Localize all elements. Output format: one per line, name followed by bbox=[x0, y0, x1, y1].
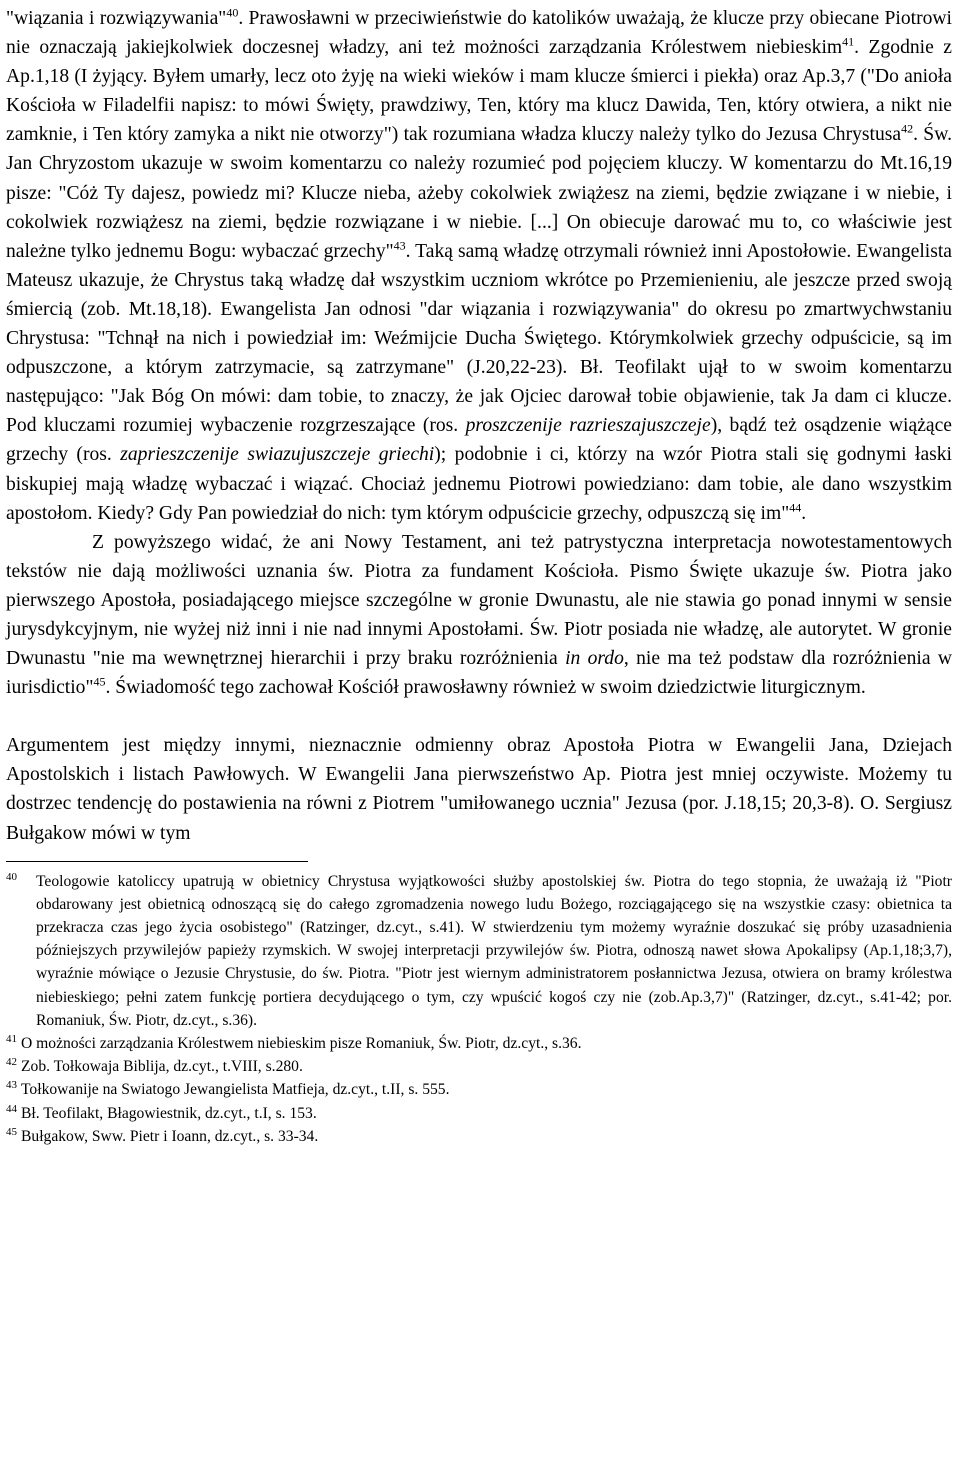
paragraph-continuation bbox=[6, 4, 952, 528]
footnote-reference: 41 bbox=[842, 34, 855, 49]
footnote-43 bbox=[6, 1078, 952, 1101]
footnote-41 bbox=[6, 1032, 952, 1055]
text-run: . Zgodnie z Ap.1,18 (I żyjący. Byłem umarły, lecz oto żyję na wieki wieków i mam klucze śmierci i piekła) oraz Ap.3,7 ("Do anioła Kościoła w Filadelfii napisz: to mówi Święty, prawdziwy, Ten, który ma klucz Dawida, Ten, który otwiera, a nikt nie zamknie, i Ten który zamyka a nikt nie otworzy") tak rozumiana władza kluczy należy tylko do Jezusa Chrystusa bbox=[6, 37, 952, 146]
paragraph-argument bbox=[6, 731, 952, 847]
text-run: , nie ma też podstaw dla rozróżnienia w iurisdictio" bbox=[6, 648, 952, 699]
text-run: Argumentem jest między innymi, nieznacznie odmienny obraz Apostoła Piotra w Ewangelii Jana, Dziejach Apostolskich i listach Pawłowych. W Ewangelii Jana pierwszeństwo Ap. Piotra jest mniej oczywiste. Możemy tu dostrzec tendencję do postawienia na równi z Piotrem "umiłowanego ucznia" Jezusa (por. J.18,15; 20,3-8). O. Sergiusz Bułgakow mówi w tym bbox=[6, 735, 952, 844]
footnote-number: 41 bbox=[6, 1032, 17, 1045]
footnote-reference: 42 bbox=[901, 121, 914, 136]
footnote-number: 44 bbox=[6, 1102, 17, 1115]
text-run: . Prawosławni w przeciwieństwie do katolików uważają, że klucze przy obiecane Piotrowi nie oznaczają jakiejkolwiek doczesnej władzy, ani też możności zarządzania Królestwem niebieskim bbox=[6, 8, 952, 59]
footnote-number: 45 bbox=[6, 1125, 17, 1138]
footnote-40 bbox=[6, 870, 952, 1032]
footnote-text: Tołkowanije na Swiatogo Jewangielista Matfieja, dz.cyt., t.II, s. 555. bbox=[21, 1081, 450, 1099]
text-run: ); podobnie i ci, którzy na wzór Piotra stali się godnymi łaski biskupiej mają władzę wybaczać i wiązać. Chociaż jednemu Piotrowi powiedziano: dam tobie, ale dano wszystkim apostołom. Kiedy? Gdy Pan powiedział do nich: tym którym odpuścicie grzechy, odpuszczą się im" bbox=[6, 444, 953, 524]
footnote-reference: 40 bbox=[226, 5, 239, 20]
footnote-reference: 43 bbox=[393, 238, 406, 253]
footnote-number: 43 bbox=[6, 1079, 17, 1092]
text-run: . Taką samą władzę otrzymali również inni Apostołowie. Ewangelista Mateusz ukazuje, że Chrystus taką władzę dał wszystkim uczniom wkrótce po Przemienieniu, ale jeszcze przed swoją śmiercią (zob. Mt.18,18). Ewangelista Jan odnosi "dar wiązania i rozwiązywania" do okresu po zmartwychwstaniu Chrystusa: "Tchnął na nich i powiedział im: Weźmijcie Ducha Świętego. Którymkolwiek grzechy odpuścicie, są im odpuszczone, a którym zatrzymacie, są zatrzymane" (J.20,22-23). Bł. Teofilakt ujął to w swoim komentarzu następująco: "Jak Bóg On mówi: dam tobie, to znaczy, że jak Ojciec darował tobie objawienie, tak Ja dam ci klucze. Pod kluczami rozumiej wybaczenie rozgrzeszające (ros. bbox=[6, 240, 952, 437]
footnote-text: Bułgakow, Sww. Pietr i Ioann, dz.cyt., s. 33-34. bbox=[21, 1127, 319, 1145]
footnote-44 bbox=[6, 1102, 952, 1125]
italic-term: zaprieszczenije swiazujuszczeje griechi bbox=[120, 444, 435, 466]
italic-term: proszczenije razrieszajuszczeje bbox=[465, 415, 711, 437]
text-run: Z powyższego widać, że ani Nowy Testament, ani też patrystyczna interpretacja nowotestamentowych tekstów nie dają możliwości uznania św. Piotra za fundament Kościoła. Pismo Święte ukazuje św. Piotra jako pierwszego Apostoła, posiadającego miejsce szczególne w gronie Dwunastu, ale nie stawia go ponad innymi w sensie jurysdykcyjnym, nie wyżej niż inni i nie nad innymi Apostołami. Św. Piotr posiada nie władzę, ale autorytet. W gronie Dwunastu "nie ma wewnętrznej hierarchii i przy braku rozróżnienia bbox=[6, 531, 952, 670]
footnote-45 bbox=[6, 1125, 952, 1148]
footnote-text: O możności zarządzania Królestwem niebieskim pisze Romaniuk, Św. Piotr, dz.cyt., s.36. bbox=[21, 1035, 582, 1053]
text-run: . bbox=[801, 502, 807, 524]
footnotes bbox=[6, 870, 952, 1148]
footnote-reference: 44 bbox=[789, 500, 802, 515]
footnote-number: 42 bbox=[6, 1056, 17, 1069]
text-run: ), bądź też osądzenie wiążące grzechy (ros. bbox=[6, 415, 952, 466]
italic-term: in ordo bbox=[565, 648, 624, 670]
footnote-42 bbox=[6, 1055, 952, 1078]
text-run: . Św. Jan Chryzostom ukazuje w swoim komentarzu co należy rozumieć pod pojęciem kluczy. W komentarzu do Mt.16,19 pisze: "Cóż Ty dajesz, powiedz mi? Klucze nieba, ażeby cokolwiek zwiążesz na ziemi, będzie związane i w niebie, i cokolwiek rozwiążesz na ziemi, będzie rozwiązane i w niebie. [...] On obiecuje darować mu to, co właściwie jest należne tylko jednemu Bogu: wybaczać grzechy" bbox=[6, 124, 952, 262]
footnote-text: Zob. Tołkowaja Biblija, dz.cyt., t.VIII, s.280. bbox=[21, 1058, 303, 1076]
footnote-text: Teologowie katoliccy upatrują w obietnicy Chrystusa wyjątkowości służby apostolskiej św. Piotra do tego stopnia, że uważają iż "Piotr obdarowany jest obietnicą odnoszącą się do całego zgromadzenia nowego ludu Bożego, rozciągającego się na wszystkie czasy: obietnica ta przekracza czas jego życia osobistego" (Ratzinger, dz.cyt., s.41). W stwierdzeniu tym możemy wyraźnie doszukać się próby uzasadnienia późniejszych przywilejów papieży rzymskich. W swojej interpretacji przywilejów św. Piotra, odnoszą nawet słowa Apokalipsy (Ap.1,18;3,7), wyraźnie mówiące o Jezusie Chrystusie, do św. Piotra. "Piotr jest wiernym administratorem posłannictwa Jezusa, otwiera on bramy królestwa niebieskiego; pełni zatem funkcję portiera decydującego o tym, czy wpuścić kogoś czy nie (zob.Ap.3,7)" (Ratzinger, dz.cyt., s.41-42; por. Romaniuk, Św. Piotr, dz.cyt., s.36). bbox=[36, 872, 952, 1029]
text-run: . Świadomość tego zachował Kościół prawosławny również w swoim dziedzictwie liturgicznym. bbox=[105, 677, 866, 699]
footnote-text: Bł. Teofilakt, Błagowiestnik, dz.cyt., t.I, s. 153. bbox=[21, 1104, 317, 1122]
text-run: "wiązania i rozwiązywania" bbox=[6, 8, 227, 29]
footnote-number: 40 bbox=[6, 870, 17, 883]
paragraph-conclusion bbox=[6, 528, 952, 703]
footnote-reference: 45 bbox=[93, 674, 106, 689]
footnote-separator bbox=[6, 861, 308, 862]
